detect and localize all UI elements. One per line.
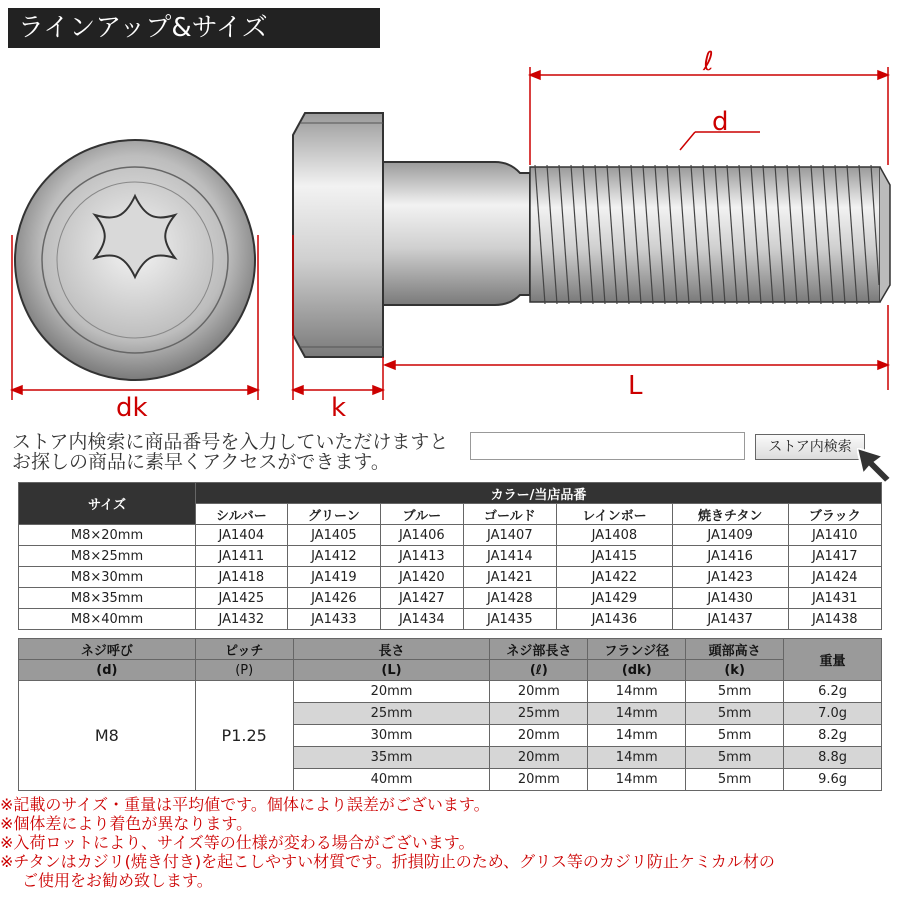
spec-cell-length: 30mm <box>293 725 490 747</box>
product-code-cell: JA1414 <box>463 546 556 567</box>
product-code-cell: JA1418 <box>196 567 288 588</box>
product-code-cell: JA1433 <box>287 609 380 630</box>
product-code-cell: JA1432 <box>196 609 288 630</box>
spec-header-row <box>19 639 882 660</box>
spec-cell-thread-len: 20mm <box>490 747 588 769</box>
note-3: ※入荷ロットにより、サイズ等の仕様が変わる場合がございます。 <box>0 833 475 852</box>
bolt-diagram <box>0 47 900 425</box>
spec-table <box>18 638 882 791</box>
spec-cell-flange: 14mm <box>588 725 686 747</box>
color-code-table <box>18 482 882 630</box>
product-code-cell: JA1423 <box>672 567 788 588</box>
spec-header: ネジ呼び <box>19 639 196 660</box>
product-code-cell: JA1434 <box>381 609 464 630</box>
size-cell: M8×35mm <box>19 588 196 609</box>
product-code-cell: JA1407 <box>463 525 556 546</box>
product-code-cell: JA1411 <box>196 546 288 567</box>
table-row <box>19 546 882 567</box>
product-code-cell: JA1415 <box>557 546 673 567</box>
product-code-cell: JA1408 <box>557 525 673 546</box>
spec-header: ネジ部長さ <box>490 639 588 660</box>
size-cell: M8×40mm <box>19 609 196 630</box>
product-code-cell: JA1412 <box>287 546 380 567</box>
note-2: ※個体差により着色が異なります。 <box>0 814 253 833</box>
notes <box>0 795 775 890</box>
product-code-cell: JA1438 <box>788 609 881 630</box>
dim-label-flange-diameter: dk <box>116 393 148 423</box>
spec-header-unit: (L) <box>293 660 490 681</box>
color-header: レインボー <box>557 504 673 525</box>
dim-label-total-length: L <box>628 371 643 401</box>
spec-cell-thread-len: 20mm <box>490 769 588 791</box>
color-header: ゴールド <box>463 504 556 525</box>
table-row <box>19 525 882 546</box>
product-code-cell: JA1429 <box>557 588 673 609</box>
dim-label-head-height: k <box>331 393 347 423</box>
spec-header: ピッチ <box>195 639 293 660</box>
product-code-cell: JA1425 <box>196 588 288 609</box>
spec-cell-thread-len: 20mm <box>490 725 588 747</box>
product-code-cell: JA1435 <box>463 609 556 630</box>
search-hint-line2: お探しの商品に素早くアクセスができます。 <box>12 451 390 473</box>
note-1: ※記載のサイズ・重量は平均値です。個体により誤差がございます。 <box>0 795 490 814</box>
product-code-cell: JA1416 <box>672 546 788 567</box>
product-code-cell: JA1410 <box>788 525 881 546</box>
size-cell: M8×30mm <box>19 567 196 588</box>
dim-label-diameter: d <box>712 107 729 137</box>
color-header: ブラック <box>788 504 881 525</box>
spec-cell-weight: 7.0g <box>784 703 882 725</box>
spec-header-row-units <box>19 660 882 681</box>
spec-cell-head: 5mm <box>686 681 784 703</box>
spec-cell-length: 35mm <box>293 747 490 769</box>
product-code-cell: JA1405 <box>287 525 380 546</box>
spec-cell-flange: 14mm <box>588 703 686 725</box>
spec-cell-length: 40mm <box>293 769 490 791</box>
product-code-cell: JA1409 <box>672 525 788 546</box>
product-code-cell: JA1426 <box>287 588 380 609</box>
product-code-cell: JA1431 <box>788 588 881 609</box>
bolt-side-view <box>293 113 890 357</box>
spec-header-unit: (P) <box>195 660 293 681</box>
spec-cell-flange: 14mm <box>588 769 686 791</box>
table-row <box>19 567 882 588</box>
spec-cell-length: 20mm <box>293 681 490 703</box>
color-header: シルバー <box>196 504 288 525</box>
store-search-input[interactable] <box>470 432 745 460</box>
spec-cell-flange: 14mm <box>588 747 686 769</box>
spec-cell-weight: 6.2g <box>784 681 882 703</box>
store-search-button[interactable]: ストア内検索 <box>755 434 865 460</box>
dim-label-thread-length: ℓ <box>703 47 714 77</box>
color-header: 焼きチタン <box>672 504 788 525</box>
spec-cell-head: 5mm <box>686 747 784 769</box>
spec-cell-thread-len: 25mm <box>490 703 588 725</box>
product-code-cell: JA1421 <box>463 567 556 588</box>
bolt-drawing <box>0 55 900 425</box>
size-header: サイズ <box>19 483 196 525</box>
spec-cell-head: 5mm <box>686 769 784 791</box>
product-code-cell: JA1404 <box>196 525 288 546</box>
note-4: ※チタンはカジリ(焼き付き)を起こしやすい材質です。折損防止のため、グリス等のカジリ防止ケミカル材の <box>0 852 775 871</box>
product-code-cell: JA1417 <box>788 546 881 567</box>
spec-cell-head: 5mm <box>686 703 784 725</box>
product-code-cell: JA1420 <box>381 567 464 588</box>
spec-cell-weight: 8.8g <box>784 747 882 769</box>
pitch-cell: P1.25 <box>195 681 293 791</box>
product-code-cell: JA1437 <box>672 609 788 630</box>
spec-cell-head: 5mm <box>686 725 784 747</box>
spec-header: 頭部高さ <box>686 639 784 660</box>
product-code-cell: JA1427 <box>381 588 464 609</box>
table-row <box>19 609 882 630</box>
spec-header-unit: (k) <box>686 660 784 681</box>
product-code-cell: JA1424 <box>788 567 881 588</box>
spec-cell-weight: 9.6g <box>784 769 882 791</box>
product-code-cell: JA1413 <box>381 546 464 567</box>
search-hint <box>12 432 448 472</box>
color-header: ブルー <box>381 504 464 525</box>
size-cell: M8×20mm <box>19 525 196 546</box>
spec-header: 重量 <box>784 639 882 681</box>
product-code-cell: JA1406 <box>381 525 464 546</box>
section-title: ラインアップ&サイズ <box>8 8 380 48</box>
spec-header-unit: (ℓ) <box>490 660 588 681</box>
color-group-header: カラー/当店品番 <box>196 483 882 504</box>
note-4-cont: ご使用をお勧め致します。 <box>22 871 213 890</box>
spec-header-unit: (dk) <box>588 660 686 681</box>
spec-header-unit: (d) <box>19 660 196 681</box>
spec-cell-flange: 14mm <box>588 681 686 703</box>
product-code-cell: JA1422 <box>557 567 673 588</box>
table-row <box>19 588 882 609</box>
spec-header: フランジ径 <box>588 639 686 660</box>
spec-cell-thread-len: 20mm <box>490 681 588 703</box>
product-code-cell: JA1436 <box>557 609 673 630</box>
spec-cell-weight: 8.2g <box>784 725 882 747</box>
thread-size-cell: M8 <box>19 681 196 791</box>
bolt-head-front-view <box>15 140 255 380</box>
size-cell: M8×25mm <box>19 546 196 567</box>
color-header: グリーン <box>287 504 380 525</box>
table-row <box>19 681 882 703</box>
spec-header: 長さ <box>293 639 490 660</box>
product-code-cell: JA1428 <box>463 588 556 609</box>
search-hint-line1: ストア内検索に商品番号を入力していただけますと <box>12 431 449 453</box>
spec-cell-length: 25mm <box>293 703 490 725</box>
product-code-cell: JA1430 <box>672 588 788 609</box>
product-code-cell: JA1419 <box>287 567 380 588</box>
